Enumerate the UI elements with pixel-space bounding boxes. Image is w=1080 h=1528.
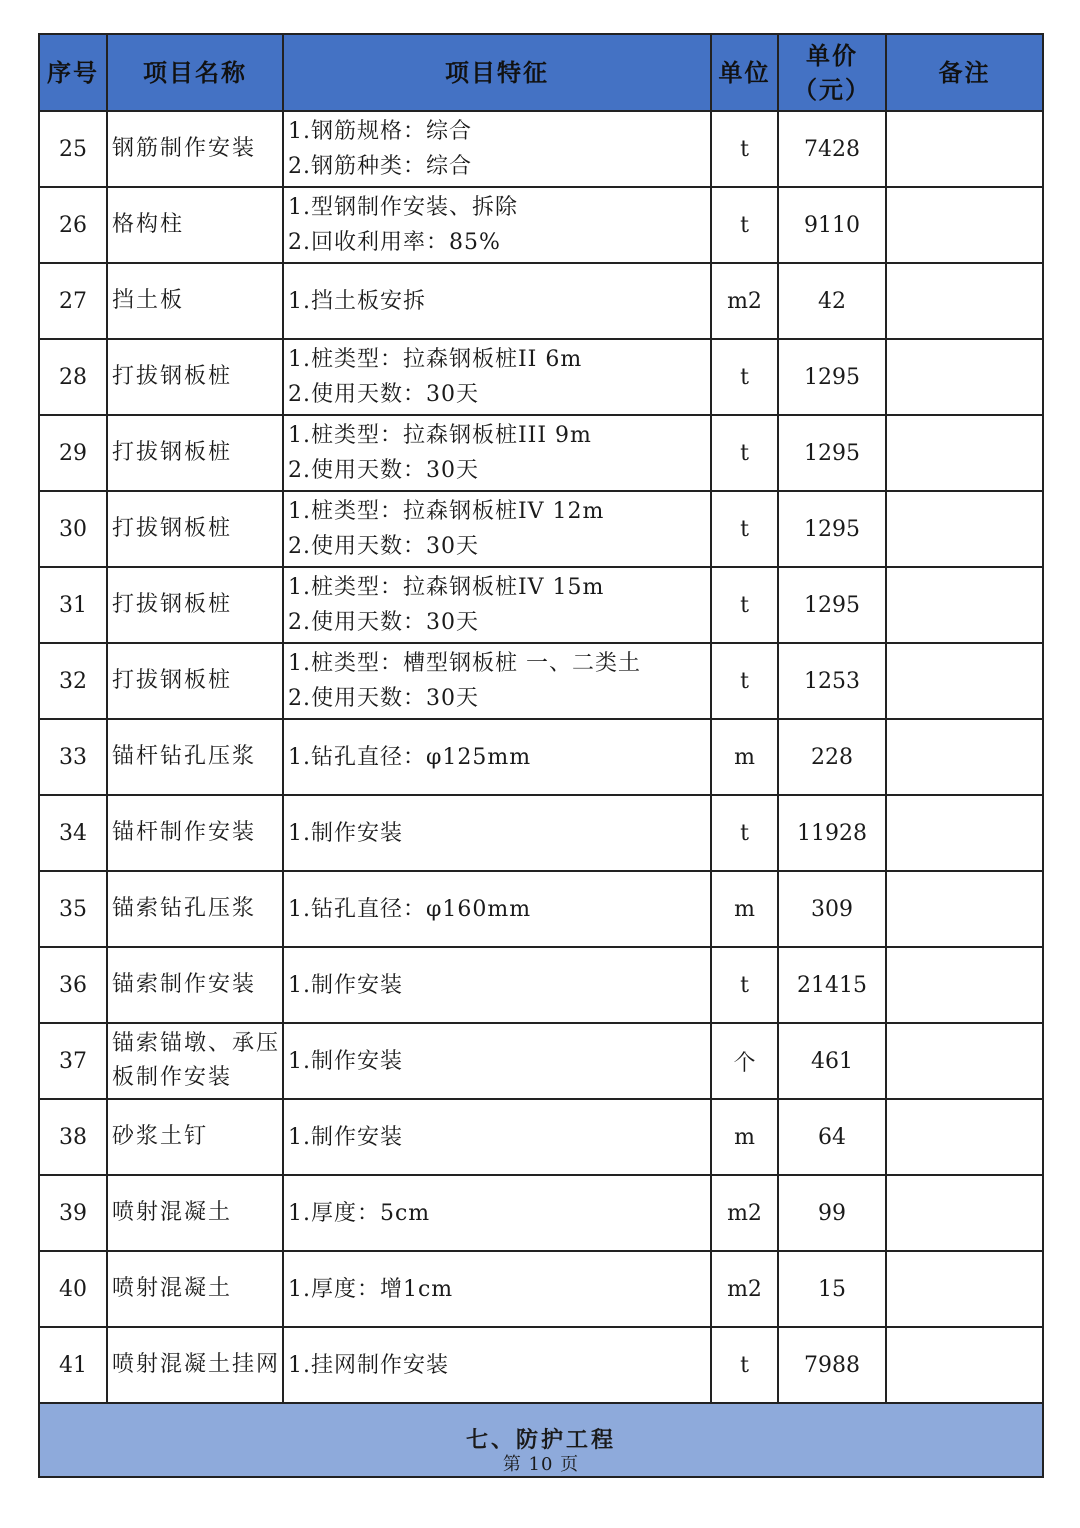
row-note [886, 795, 1043, 871]
feature-line: 1.型钢制作安装、拆除 [288, 195, 518, 220]
section-title: 七、防护工程 [465, 1427, 616, 1453]
row-name: 锚杆制作安装 [107, 795, 283, 871]
price-table-sheet [38, 33, 1042, 1478]
row-features [283, 187, 711, 263]
row-price: 15 [778, 1251, 886, 1327]
row-unit: m [711, 1099, 778, 1175]
feature-line: 1.制作安装 [288, 972, 403, 998]
row-unit: t [711, 339, 778, 415]
row-name: 打拔钢板桩 [107, 491, 283, 567]
page-number: 第 10 页 [502, 1454, 580, 1475]
row-unit: t [711, 111, 778, 187]
row-unit: m2 [711, 1175, 778, 1251]
row-name: 格构柱 [107, 187, 283, 263]
feature-line: 1.厚度：增1cm [288, 1276, 454, 1302]
row-note [886, 719, 1043, 795]
row-unit: m2 [711, 1251, 778, 1327]
row-note [886, 339, 1043, 415]
row-price: 42 [778, 263, 886, 339]
table-row [39, 111, 1043, 187]
row-features [283, 111, 711, 187]
row-price: 309 [778, 871, 886, 947]
row-name: 挡土板 [107, 263, 283, 339]
row-note [886, 263, 1043, 339]
row-unit: t [711, 415, 778, 491]
row-note [886, 491, 1043, 567]
table-header-row [39, 34, 1043, 111]
table-row [39, 415, 1043, 491]
row-index: 39 [39, 1175, 107, 1251]
row-index: 30 [39, 491, 107, 567]
row-note [886, 643, 1043, 719]
row-price: 21415 [778, 947, 886, 1023]
row-features [283, 947, 711, 1023]
table-row [39, 187, 1043, 263]
table-row [39, 871, 1043, 947]
row-unit: t [711, 1327, 778, 1403]
row-features [283, 795, 711, 871]
feature-line: 1.钢筋规格：综合 [288, 119, 472, 144]
table-row [39, 567, 1043, 643]
row-index: 38 [39, 1099, 107, 1175]
row-note [886, 871, 1043, 947]
feature-line: 2.钢筋种类：综合 [288, 154, 472, 179]
row-features [283, 1327, 711, 1403]
row-features [283, 1175, 711, 1251]
header-price-line2: （元） [793, 74, 871, 104]
row-name: 打拔钢板桩 [107, 339, 283, 415]
row-note [886, 111, 1043, 187]
table-row [39, 795, 1043, 871]
row-index: 41 [39, 1327, 107, 1403]
feature-line: 2.使用天数：30天 [288, 610, 479, 635]
feature-line: 1.制作安装 [288, 1048, 403, 1074]
table-row [39, 1023, 1043, 1099]
row-unit: m [711, 871, 778, 947]
row-price: 9110 [778, 187, 886, 263]
row-name: 砂浆土钉 [107, 1099, 283, 1175]
row-index: 32 [39, 643, 107, 719]
row-price: 99 [778, 1175, 886, 1251]
feature-line: 1.桩类型：拉森钢板桩III 9m [288, 423, 592, 448]
header-index: 序号 [39, 34, 107, 111]
table-row [39, 1327, 1043, 1403]
row-note [886, 415, 1043, 491]
row-features [283, 491, 711, 567]
header-price-line1: 单价 [806, 40, 858, 70]
header-price [778, 34, 886, 111]
price-table [38, 33, 1044, 1478]
row-index: 31 [39, 567, 107, 643]
row-name: 锚杆钻孔压浆 [107, 719, 283, 795]
header-note: 备注 [886, 34, 1043, 111]
row-features [283, 567, 711, 643]
row-features [283, 1023, 711, 1099]
row-price: 7428 [778, 111, 886, 187]
table-row [39, 1251, 1043, 1327]
row-price: 64 [778, 1099, 886, 1175]
row-price: 228 [778, 719, 886, 795]
row-features [283, 871, 711, 947]
row-features [283, 263, 711, 339]
row-unit: t [711, 643, 778, 719]
row-features [283, 415, 711, 491]
feature-line: 2.使用天数：30天 [288, 534, 479, 559]
feature-line: 1.钻孔直径：φ160mm [288, 896, 532, 922]
feature-line: 1.桩类型：拉森钢板桩II 6m [288, 347, 583, 372]
row-note [886, 567, 1043, 643]
row-note [886, 1327, 1043, 1403]
row-price: 461 [778, 1023, 886, 1099]
feature-line: 1.桩类型：拉森钢板桩IV 12m [288, 499, 605, 524]
feature-line: 1.桩类型：槽型钢板桩 一、二类土 [288, 651, 641, 676]
row-name: 锚索钻孔压浆 [107, 871, 283, 947]
row-name: 打拔钢板桩 [107, 643, 283, 719]
feature-line: 1.桩类型：拉森钢板桩IV 15m [288, 575, 605, 600]
row-name: 喷射混凝土 [107, 1251, 283, 1327]
row-unit: m2 [711, 263, 778, 339]
row-price: 1295 [778, 415, 886, 491]
row-index: 29 [39, 415, 107, 491]
row-features [283, 643, 711, 719]
feature-line: 1.挡土板安拆 [288, 288, 426, 314]
table-body [39, 111, 1043, 1403]
row-price: 1253 [778, 643, 886, 719]
row-index: 25 [39, 111, 107, 187]
feature-line: 1.厚度：5cm [288, 1200, 431, 1226]
row-index: 28 [39, 339, 107, 415]
feature-line: 1.挂网制作安装 [288, 1352, 449, 1378]
row-price: 1295 [778, 491, 886, 567]
table-row [39, 491, 1043, 567]
row-features [283, 719, 711, 795]
row-name: 锚索锚墩、承压板制作安装 [107, 1023, 283, 1099]
table-row [39, 643, 1043, 719]
table-row [39, 339, 1043, 415]
row-index: 26 [39, 187, 107, 263]
row-price: 1295 [778, 339, 886, 415]
row-unit: 个 [711, 1023, 778, 1099]
feature-line: 1.制作安装 [288, 1124, 403, 1150]
table-row [39, 263, 1043, 339]
header-feature: 项目特征 [283, 34, 711, 111]
row-note [886, 947, 1043, 1023]
row-unit: m [711, 719, 778, 795]
row-name: 钢筋制作安装 [107, 111, 283, 187]
row-index: 33 [39, 719, 107, 795]
feature-line: 2.使用天数：30天 [288, 458, 479, 483]
feature-line: 2.使用天数：30天 [288, 382, 479, 407]
row-price: 1295 [778, 567, 886, 643]
row-features [283, 339, 711, 415]
table-row [39, 1175, 1043, 1251]
row-unit: t [711, 567, 778, 643]
row-index: 27 [39, 263, 107, 339]
row-note [886, 1099, 1043, 1175]
section-row [39, 1403, 1043, 1477]
row-name: 喷射混凝土挂网 [107, 1327, 283, 1403]
row-unit: t [711, 187, 778, 263]
row-name: 锚索制作安装 [107, 947, 283, 1023]
row-name: 喷射混凝土 [107, 1175, 283, 1251]
feature-line: 1.制作安装 [288, 820, 403, 846]
row-name: 打拔钢板桩 [107, 415, 283, 491]
table-row [39, 947, 1043, 1023]
row-index: 35 [39, 871, 107, 947]
feature-line: 2.回收利用率：85% [288, 230, 501, 255]
row-features [283, 1099, 711, 1175]
table-row [39, 1099, 1043, 1175]
table-row [39, 719, 1043, 795]
row-note [886, 1251, 1043, 1327]
row-price: 7988 [778, 1327, 886, 1403]
row-unit: t [711, 947, 778, 1023]
row-unit: t [711, 795, 778, 871]
row-price: 11928 [778, 795, 886, 871]
section-cell [39, 1403, 1043, 1477]
row-index: 36 [39, 947, 107, 1023]
row-index: 40 [39, 1251, 107, 1327]
row-note [886, 1023, 1043, 1099]
header-unit: 单位 [711, 34, 778, 111]
row-index: 34 [39, 795, 107, 871]
header-name: 项目名称 [107, 34, 283, 111]
row-name: 打拔钢板桩 [107, 567, 283, 643]
row-index: 37 [39, 1023, 107, 1099]
row-unit: t [711, 491, 778, 567]
feature-line: 1.钻孔直径：φ125mm [288, 744, 532, 770]
feature-line: 2.使用天数：30天 [288, 686, 479, 711]
row-features [283, 1251, 711, 1327]
row-note [886, 1175, 1043, 1251]
row-note [886, 187, 1043, 263]
